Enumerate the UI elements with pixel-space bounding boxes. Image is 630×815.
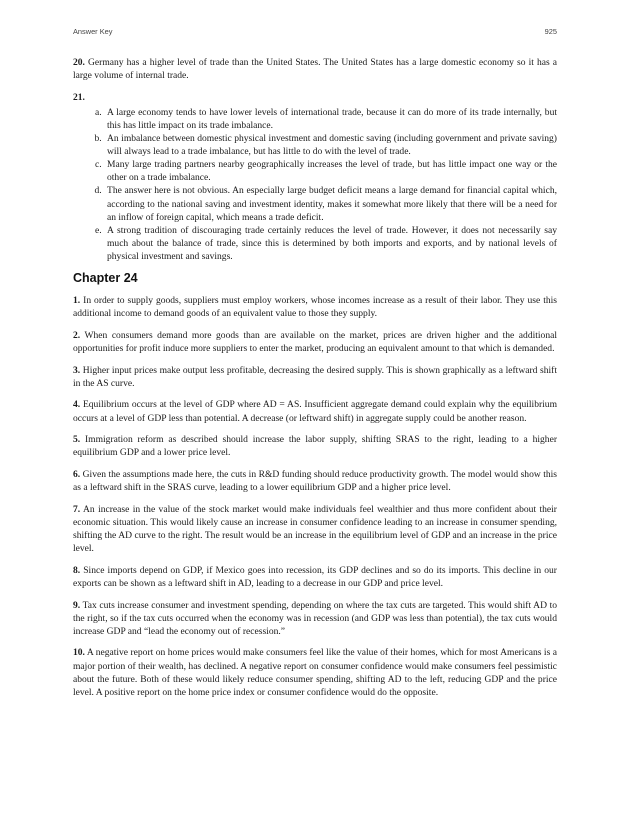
answer-5: [73, 433, 557, 459]
header-title: Answer Key: [73, 27, 113, 36]
answer-6: [73, 468, 557, 494]
answer-2: [73, 329, 557, 355]
answer-4: [73, 398, 557, 424]
answer-number: 21.: [73, 91, 85, 103]
answer-text: In order to supply goods, suppliers must employ workers, whose incomes increase as a result of their labor. They use this additional income to demand goods of an equivalent value to those they supply.: [73, 295, 558, 320]
answer-text: Higher input prices make output less profitable, decreasing the desired supply. This is shown graphically as a leftward shift in the AS curve.: [73, 364, 557, 389]
list-item: a. A large economy tends to have lower levels of international trade, because it can do more of its trade internally, but this has little impact on its trade imbalance.: [104, 106, 557, 132]
answer-9: [73, 599, 557, 638]
answer-number: 9.: [73, 599, 81, 611]
page-content: [73, 56, 557, 707]
chapter-heading: Chapter 24: [73, 271, 138, 285]
answer-number: 7.: [73, 503, 81, 515]
list-item: b. An imbalance between domestic physical investment and domestic saving (including government and private saving) will always lead to a trade imbalance, but has little to do with the level of trade.: [104, 132, 557, 158]
page-number: 925: [544, 27, 557, 36]
answer-1: [73, 294, 557, 320]
answer-text: A negative report on home prices would make consumers feel like the value of their homes, which for most Americans is a major portion of their wealth, has declined. A negative report on consumer confidence would make consumers feel pessimistic about the future. Both of these would likely reduce consumer spending, shifting AD to the left, reducing GDP and the price level. A positive report on the home price index or consumer confidence would do the opposite.: [73, 647, 557, 698]
list-item: e. A strong tradition of discouraging trade certainly reduces the level of trade. However, it does not necessarily say much about the balance of trade, since this is determined by both imports and exports, and by national levels of physical investment and savings.: [104, 224, 557, 263]
running-header: [73, 27, 557, 36]
answer-text: When consumers demand more goods than are available on the market, prices are driven higher and the additional opportunities for profit induce more suppliers to enter the market, producing an equivalent amount to that which is demanded.: [73, 329, 557, 354]
answer-7: [73, 503, 557, 555]
answer-number: 4.: [73, 399, 81, 411]
answer-number: 6.: [73, 469, 81, 480]
answer-number: 2.: [73, 329, 81, 341]
answer-text: An increase in the value of the stock market would make individuals feel wealthier and thus more confident about their economic situation. This would likely cause an increase in consumer confidence leading to an increase in consumer spending, shifting the AD curve to the right. The result would be an increase in the equilibrium level of GDP and an increase in the price level.: [73, 503, 557, 555]
answer-text: Equilibrium occurs at the level of GDP where AD = AS. Insufficient aggregate demand could explain why the equilibrium occurs at a level of GDP less than potential. A decrease (or leftward shift) in aggregate supply could be another reason.: [73, 399, 557, 424]
answer-text: Tax cuts increase consumer and investment spending, depending on where the tax cuts are targeted. This would shift AD to the right, so if the tax cuts occurred when the economy was in recession (and GDP was less than potential), the tax cuts would increase GDP and “lead the economy out of recession.”: [73, 599, 558, 637]
answer-8: [73, 564, 557, 590]
answer-number: 20.: [73, 57, 85, 68]
answer-number: 10.: [73, 647, 85, 659]
list-item: c. Many large trading partners nearby geographically increases the level of trade, but has little impact one way or the other on a trade imbalance.: [104, 158, 557, 184]
answer-number: 8.: [73, 564, 81, 576]
answer-text: Immigration reform as described should increase the labor supply, shifting SRAS to the right, leading to a higher equilibrium GDP and a lower price level.: [73, 434, 558, 459]
answer-number: 1.: [73, 295, 81, 307]
answer-3: [73, 364, 557, 390]
answer-21: [73, 91, 557, 104]
list-item: d. The answer here is not obvious. An especially large budget deficit means a large demand for financial capital which, according to the national saving and investment identity, makes it somewhat more likely that there will be a need for an inflow of foreign capital, which means a trade deficit.: [104, 184, 557, 223]
answer-number: 3.: [73, 364, 81, 376]
answer-number: 5.: [73, 434, 81, 446]
answer-10: [73, 646, 557, 698]
answer-text: Since imports depend on GDP, if Mexico goes into recession, its GDP declines and so do its imports. This decline in our exports can be shown as a leftward shift in AD, leading to a decrease in our GDP and price level.: [73, 564, 557, 589]
answer-text: Given the assumptions made here, the cuts in R&D funding should reduce productivity growth. The model would show this as a leftward shift in the SRAS curve, leading to a lower equilibrium GDP and a higher price level.: [73, 469, 558, 494]
answer-21-list: [73, 106, 557, 263]
answer-20: [73, 56, 557, 82]
answer-text: Germany has a higher level of trade than the United States. The United States has a large domestic economy so it has a large volume of internal trade.: [73, 57, 557, 82]
